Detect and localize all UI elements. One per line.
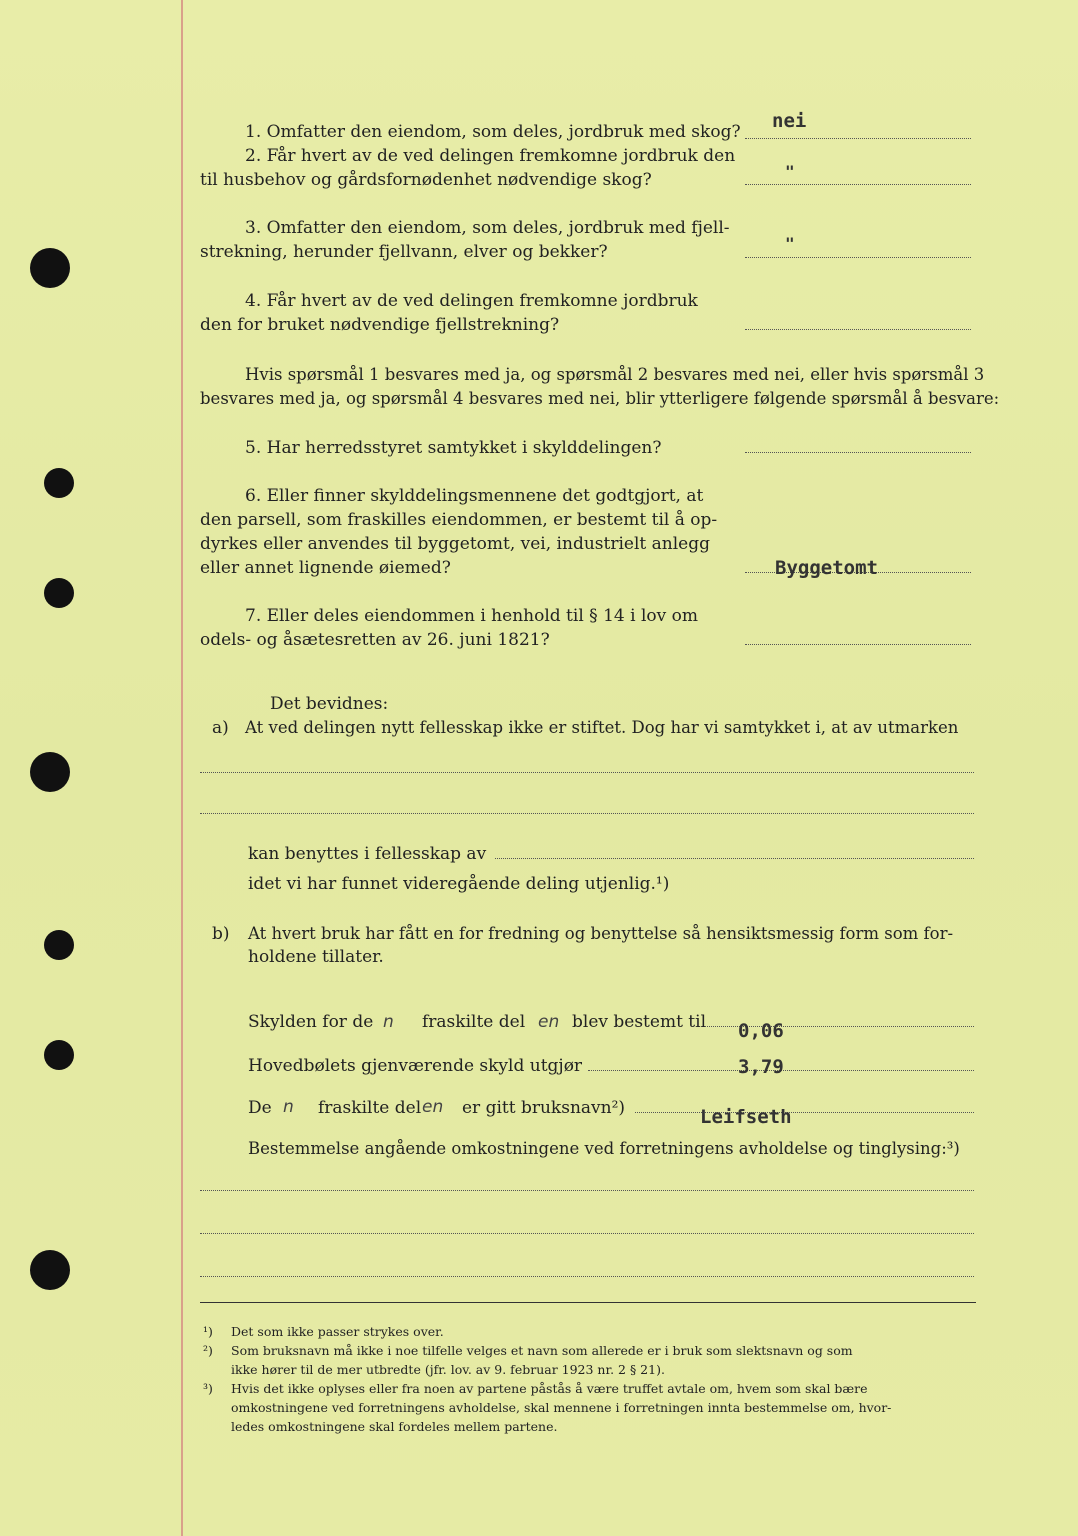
condition-line-1: Hvis spørsmål 1 besvares med ja, og spørsmål 2 besvares med nei, eller hvis spørsmål 3: [245, 365, 985, 384]
margin-line: [181, 0, 183, 1536]
answer-3: ": [785, 234, 795, 253]
answer-line-5: [745, 452, 971, 453]
question-2-line-2: til husbehov og gårdsfornødenhet nødvendige skog?: [200, 170, 652, 190]
bruksnavn-value: Leifseth: [700, 1106, 792, 1128]
cost-label: Bestemmelse angående omkostningene ved forretningens avholdelse og tinglysing:³): [248, 1139, 960, 1158]
bruksnavn-handwritten-2: en: [422, 1097, 444, 1117]
answer-2: ": [785, 162, 795, 181]
certify-a-label: a): [212, 718, 229, 738]
skyld-label-a: Skylden for de: [248, 1012, 374, 1032]
question-1: 1. Omfatter den eiendom, som deles, jordbruk med skog?: [245, 122, 741, 142]
question-5: 5. Har herredsstyret samtykket i skylddelingen?: [245, 438, 662, 458]
skyld-handwritten-2: en: [538, 1012, 560, 1032]
certify-heading: Det bevidnes:: [270, 694, 389, 714]
bruksnavn-label-b: fraskilte del: [318, 1098, 422, 1118]
footnote-3-cont-2: [231, 1417, 557, 1436]
question-4-line-1: 4. Får hvert av de ved delingen fremkomne jordbruk: [245, 291, 698, 311]
footnote-1-text: Det som ikke passer strykes over.: [231, 1324, 444, 1339]
further-division-text: idet vi har funnet videregående deling utjenlig.¹): [248, 874, 670, 894]
certify-b-line-1: At hvert bruk har fått en for fredning og benyttelse så hensiktsmessig form som for-: [248, 924, 954, 943]
punch-hole: [30, 752, 70, 792]
question-3-line-2: strekning, herunder fjellvann, elver og bekker?: [200, 242, 608, 262]
question-6-line-2: den parsell, som fraskilles eiendommen, er bestemt til å op-: [200, 510, 718, 530]
cost-line-1: [200, 1190, 974, 1191]
certify-b-line-2: holdene tillater.: [248, 947, 384, 967]
skyld-label-c: blev bestemt til: [572, 1012, 707, 1032]
question-6-line-3: dyrkes eller anvendes til byggetomt, vei, industrielt anlegg: [200, 534, 710, 554]
skyld-handwritten-1: n: [383, 1012, 394, 1032]
bruksnavn-line: [635, 1112, 974, 1113]
question-7-line-1: 7. Eller deles eiendommen i henhold til § 14 i lov om: [245, 606, 698, 626]
punch-hole: [44, 930, 74, 960]
answer-line-3: [745, 257, 971, 258]
footnote-1: [203, 1322, 444, 1341]
bruksnavn-label-a: De: [248, 1098, 272, 1118]
footnote-3-mark: ³): [203, 1381, 213, 1396]
common-use-label: kan benyttes i fellesskap av: [248, 844, 487, 864]
answer-line-4: [745, 329, 971, 330]
footnote-2: [203, 1341, 853, 1360]
footnote-divider: [200, 1302, 976, 1303]
bruksnavn-label-c: er gitt bruksnavn²): [462, 1098, 626, 1118]
cost-line-3: [200, 1276, 974, 1277]
punch-hole: [44, 578, 74, 608]
footnote-3-cont-1: [231, 1398, 891, 1417]
punch-hole: [44, 1040, 74, 1070]
certify-a-text: At ved delingen nytt fellesskap ikke er stiftet. Dog har vi samtykket i, at av utmarken: [245, 718, 959, 737]
footnote-2-mark: ²): [203, 1343, 213, 1358]
cost-line-2: [200, 1233, 974, 1234]
footnote-2-cont: [231, 1360, 665, 1379]
hovedbol-label: Hovedbølets gjenværende skyld utgjør: [248, 1056, 583, 1076]
question-6-line-1: 6. Eller finner skylddelingsmennene det godtgjort, at: [245, 486, 704, 506]
footnote-2-line-2: ikke hører til de mer utbredte (jfr. lov. av 9. februar 1923 nr. 2 § 21).: [231, 1362, 665, 1377]
utmark-line-2: [200, 813, 974, 814]
question-4-line-2: den for bruket nødvendige fjellstrekning?: [200, 315, 560, 335]
footnote-3-line-1: Hvis det ikke oplyses eller fra noen av partene påstås å være truffet avtale om, hvem som skal bære: [231, 1381, 868, 1396]
common-use-line: [495, 858, 974, 859]
answer-1: nei: [772, 110, 807, 132]
question-7-line-2: odels- og åsætesretten av 26. juni 1821?: [200, 630, 550, 650]
footnote-1-mark: ¹): [203, 1324, 213, 1339]
punch-hole: [44, 468, 74, 498]
footnote-3-line-3: ledes omkostningene skal fordeles mellem partene.: [231, 1419, 558, 1434]
certify-b-label: b): [212, 924, 230, 944]
hovedbol-value: 3,79: [738, 1056, 784, 1078]
footnote-3-line-2: omkostningene ved forretningens avholdelse, skal mennene i forretningen innta bestemmelse om, hvor-: [231, 1400, 892, 1415]
bruksnavn-handwritten-1: n: [283, 1097, 294, 1117]
answer-line-2: [745, 184, 971, 185]
footnote-3: [203, 1379, 868, 1398]
question-3-line-1: 3. Omfatter den eiendom, som deles, jordbruk med fjell-: [245, 218, 730, 238]
skyld-label-b: fraskilte del: [422, 1012, 526, 1032]
skyld-value: 0,06: [738, 1020, 784, 1042]
answer-6: Byggetomt: [775, 557, 878, 579]
answer-line-7: [745, 644, 971, 645]
punch-hole: [30, 248, 70, 288]
utmark-line-1: [200, 772, 974, 773]
condition-line-2: besvares med ja, og spørsmål 4 besvares med nei, blir ytterligere følgende spørsmål å besvare:: [200, 389, 1000, 408]
question-6-line-4: eller annet lignende øiemed?: [200, 558, 451, 578]
footnote-2-line-1: Som bruksnavn må ikke i noe tilfelle velges et navn som allerede er i bruk som slektsnavn og som: [231, 1343, 853, 1358]
question-2-line-1: 2. Får hvert av de ved delingen fremkomne jordbruk den: [245, 146, 736, 166]
answer-line-1: [745, 138, 971, 139]
punch-hole: [30, 1250, 70, 1290]
